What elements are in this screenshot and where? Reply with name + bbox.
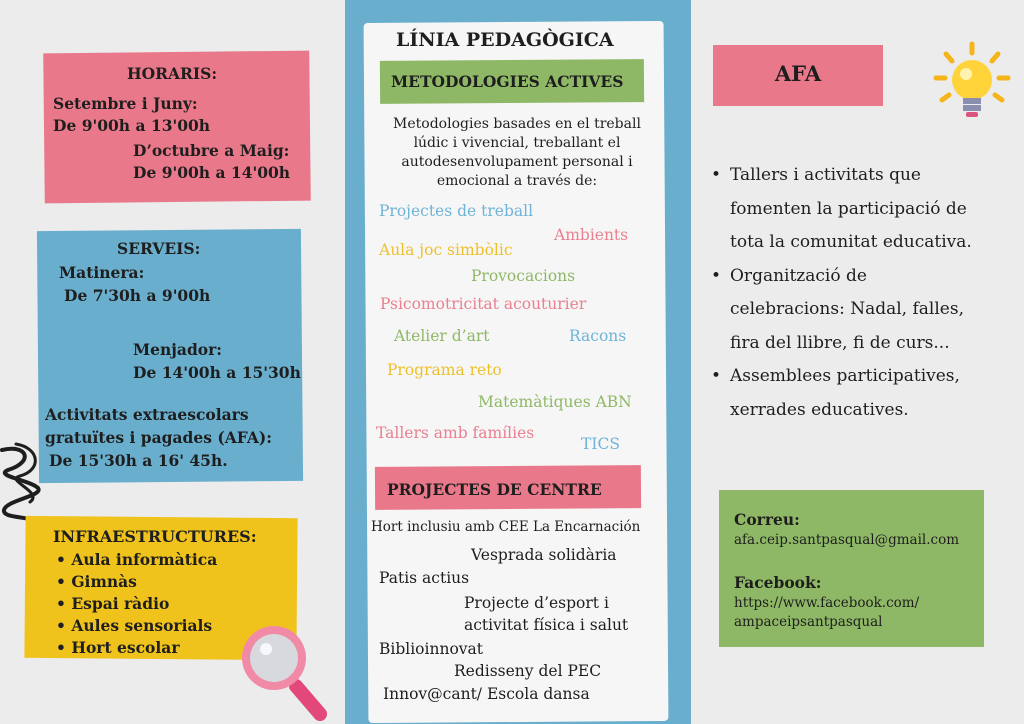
method-programa-reto: Programa reto <box>387 361 502 379</box>
bullet-line: Assemblees participatives, <box>730 366 960 386</box>
infra-item: • Aula informàtica <box>56 550 218 569</box>
infra-item: • Hort escolar <box>56 638 180 657</box>
horaris-title: HORARIS: <box>127 64 218 83</box>
infra-item: • Gimnàs <box>56 572 137 591</box>
menjador-hours: De 14'00h a 15'30h <box>133 363 301 382</box>
method-ambients: Ambients <box>554 226 629 244</box>
method-tallers: Tallers amb famílies <box>376 424 535 442</box>
projecte-pec: Redisseny del PEC <box>454 662 602 680</box>
facebook-url-2[interactable]: ampaceipsantpasqual <box>734 614 883 630</box>
projecte-innovacant: Innov@cant/ Escola dansa <box>383 685 590 703</box>
bullet-line: Organització de <box>730 265 867 286</box>
infra-item: • Aules sensorials <box>56 616 213 635</box>
serveis-title: SERVEIS: <box>117 239 201 258</box>
facebook-url-1[interactable]: https://www.facebook.com/ <box>734 595 920 611</box>
infraestructures-title: INFRAESTRUCTURES: <box>53 527 257 546</box>
desc-line: autodesenvolupament personal i <box>401 154 633 170</box>
infraestructures-list <box>56 549 217 659</box>
menjador-label: Menjador: <box>133 340 223 359</box>
method-matematiques: Matemàtiques ABN <box>478 393 632 411</box>
extra-line-2: gratuïtes i pagades (AFA): <box>45 428 272 447</box>
bullet-line: Tallers i activitats que <box>730 165 921 185</box>
horaris-line-2: De 9'00h a 13'00h <box>53 116 211 135</box>
projecte-biblioinnovat: Biblioinnovat <box>379 640 483 658</box>
bullet-item: • Tallers i activitats que fomenten la participació de tota la comunitat educativa. <box>711 159 1011 260</box>
correu-value[interactable]: afa.ceip.santpasqual@gmail.com <box>734 532 960 548</box>
desc-line: emocional a través de: <box>436 173 598 189</box>
bullet-line: celebracions: Nadal, falles, <box>730 299 964 319</box>
projecte-esport-1: Projecte d’esport i <box>464 594 609 612</box>
matinera-label: Matinera: <box>59 263 145 282</box>
method-projectes: Projectes de treball <box>379 202 534 220</box>
afa-title: AFA <box>774 61 822 86</box>
method-racons: Racons <box>569 327 627 345</box>
infra-item: • Espai ràdio <box>56 594 170 613</box>
projecte-esport-2: activitat física i salut <box>464 616 629 634</box>
method-atelier: Atelier d’art <box>394 327 490 345</box>
bullet-line: tota la comunitat educativa. <box>730 232 972 252</box>
bullet-item: • Assemblees participatives, xerrades educatives. <box>711 360 1011 427</box>
afa-activities-list <box>711 159 1011 427</box>
bullet-line: fira del llibre, fi de curs... <box>730 332 950 353</box>
bullet-line: fomenten la participació de <box>730 198 967 219</box>
horaris-line-1: Setembre i Juny: <box>53 94 198 113</box>
bullet-line: xerrades educatives. <box>730 399 909 420</box>
bullet-item: • Organització de celebracions: Nadal, falles, fira del llibre, fi de curs... <box>711 260 1011 361</box>
correu-label: Correu: <box>734 510 800 529</box>
method-psicomotricitat: Psicomotricitat acouturier <box>380 295 587 313</box>
facebook-label: Facebook: <box>734 573 822 592</box>
extra-line-1: Activitats extraescolars <box>45 405 249 424</box>
lightbulb-icon <box>930 40 1014 124</box>
metodologies-label: METODOLOGIES ACTIVES <box>391 72 624 91</box>
extra-line-3: De 15'30h a 16' 45h. <box>49 451 228 470</box>
desc-line: Metodologies basades en el treball <box>393 116 641 132</box>
desc-line: lúdic i vivencial, treballant el <box>413 135 621 151</box>
method-aula-joc: Aula joc simbòlic <box>379 241 513 259</box>
projecte-hort: Hort inclusiu amb CEE La Encarnación <box>371 519 641 535</box>
method-tics: TICS <box>581 435 620 453</box>
horaris-line-4: De 9'00h a 14'00h <box>133 163 291 182</box>
magnifier-icon <box>236 622 328 722</box>
metodologies-description <box>372 115 662 191</box>
projecte-patis: Patis actius <box>379 569 470 587</box>
linia-pedagogica-title: LÍNIA PEDAGÒGICA <box>396 29 614 51</box>
horaris-line-3: D’octubre a Maig: <box>133 141 290 160</box>
method-provocacions: Provocacions <box>471 267 576 285</box>
matinera-hours: De 7'30h a 9'00h <box>64 286 211 305</box>
projecte-vesprada: Vesprada solidària <box>471 546 617 564</box>
projectes-label: PROJECTES DE CENTRE <box>387 480 602 499</box>
